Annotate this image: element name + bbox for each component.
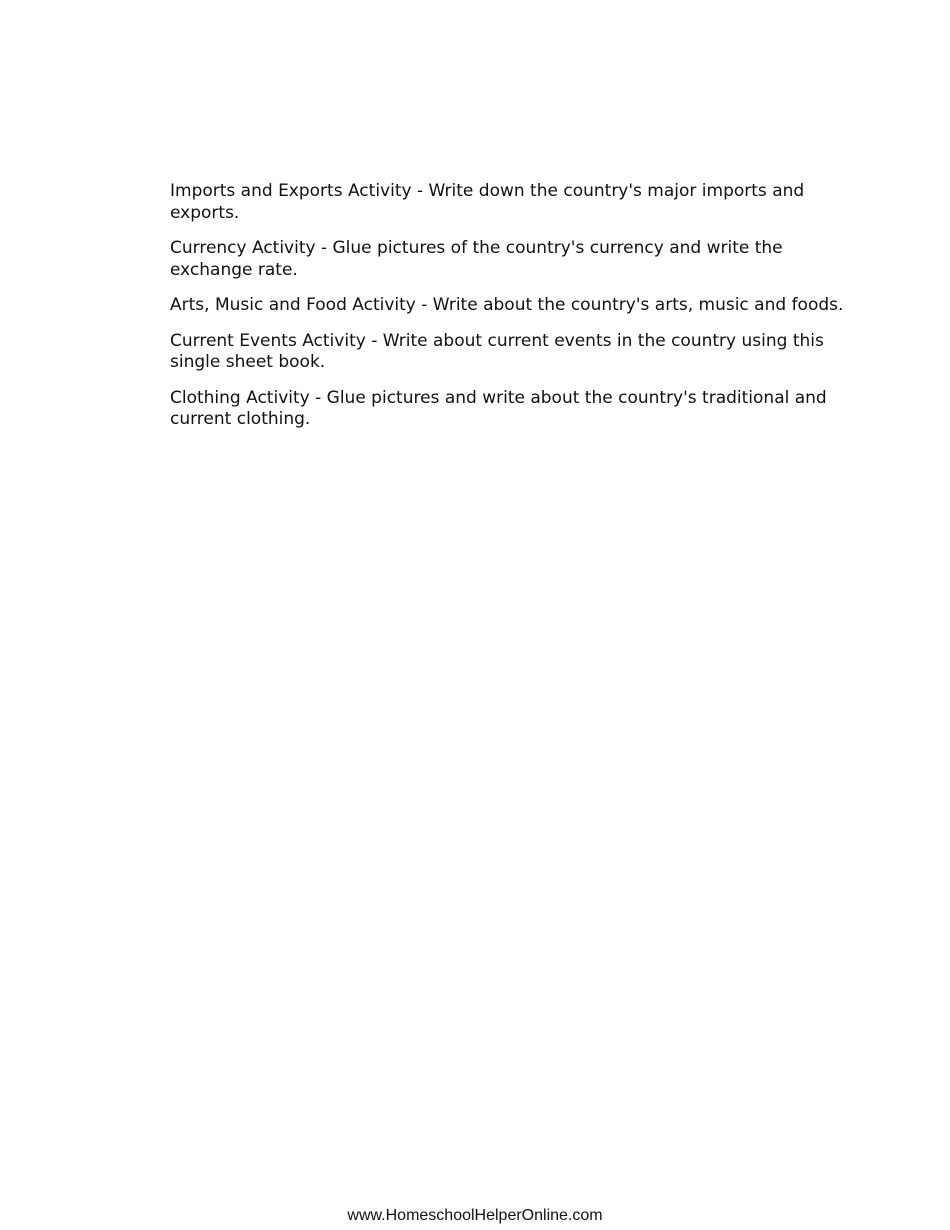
activity-clothing: Clothing Activity - Glue pictures and write about the country's traditional and current clothing. bbox=[170, 387, 827, 429]
activity-list bbox=[170, 181, 850, 445]
activity-current-events: Current Events Activity - Write about current events in the country using this single sheet book. bbox=[170, 330, 824, 372]
activity-arts-music-food: Arts, Music and Food Activity - Write about the country's arts, music and foods. bbox=[170, 295, 844, 315]
activity-imports-exports: Imports and Exports Activity - Write down the country's major imports and exports. bbox=[170, 181, 805, 223]
activity-currency: Currency Activity - Glue pictures of the country's currency and write the exchange rate. bbox=[170, 238, 783, 280]
footer-url: www.HomeschoolHelperOnline.com bbox=[347, 1207, 603, 1224]
